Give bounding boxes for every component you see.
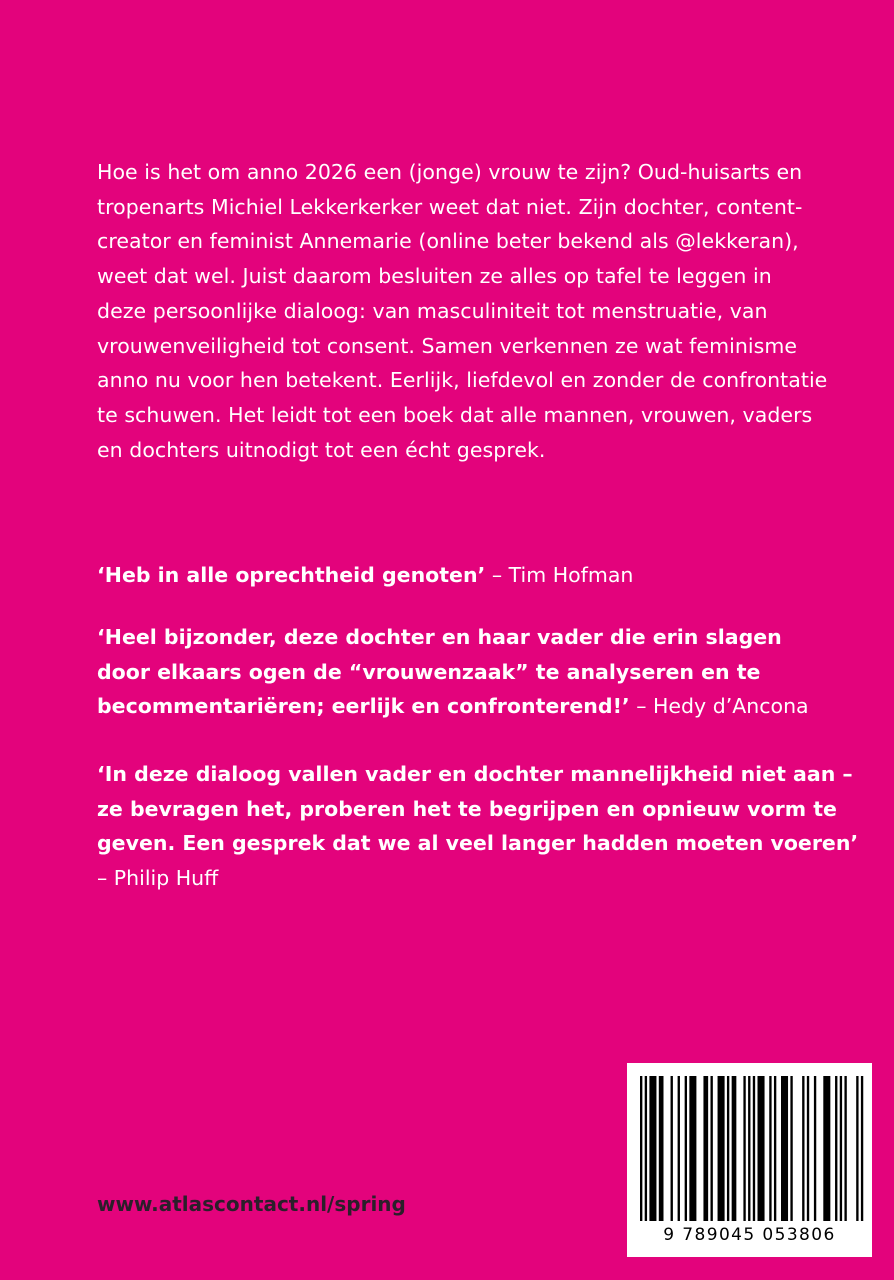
barcode-bar	[678, 1076, 680, 1221]
barcode-bar	[640, 1076, 642, 1221]
quote-text: ‘Heel bijzonder, deze dochter en haar vader die erin slagen	[97, 625, 782, 649]
barcode-bar	[844, 1076, 846, 1221]
quote-attribution: – Philip Huff	[97, 865, 219, 890]
quote-line	[97, 558, 827, 593]
barcode-bar	[774, 1076, 776, 1221]
barcode-bar	[769, 1076, 771, 1221]
review-quote-hedy-dancona	[97, 620, 827, 724]
barcode-bar	[718, 1076, 725, 1221]
blurb-line: Hoe is het om anno 2026 een (jonge) vrouw te zijn? Oud-huisarts en	[97, 160, 803, 184]
barcode-bar	[840, 1076, 842, 1221]
barcode-bar	[711, 1076, 713, 1221]
barcode-bar	[790, 1076, 792, 1221]
barcode-bar	[856, 1076, 858, 1221]
quote-line	[97, 689, 827, 724]
barcode-bar	[689, 1076, 696, 1221]
blurb-line: tropenarts Michiel Lekkerkerker weet dat niet. Zijn dochter, content-	[97, 194, 803, 219]
blurb-line: vrouwenveiligheid tot consent. Samen verkennen ze wat feminisme	[97, 333, 798, 358]
blurb-line: weet dat wel. Juist daarom besluiten ze alles op tafel te leggen in	[97, 264, 772, 289]
quote-text: ze bevragen het, proberen het te begrijpen en opnieuw vorm te	[97, 796, 837, 821]
barcode-bar	[814, 1076, 816, 1221]
isbn-barcode	[627, 1063, 872, 1257]
barcode-bar	[727, 1076, 729, 1221]
review-quote-tim-hofman	[97, 558, 827, 593]
quote-attribution: – Hedy d’Ancona	[636, 694, 809, 718]
barcode-bar	[743, 1076, 745, 1221]
blurb-line: anno nu voor hen betekent. Eerlijk, liefdevol en zonder de confrontatie	[97, 368, 828, 393]
blurb-text	[97, 155, 828, 467]
review-quote-philip-huff	[97, 757, 859, 895]
quote-text: ‘In deze dialoog vallen vader en dochter mannelijkheid niet aan –	[97, 762, 853, 786]
publisher-website: www.atlascontact.nl/spring	[97, 1192, 406, 1216]
quote-text: ‘Heb in alle oprechtheid genoten’	[97, 563, 486, 587]
quote-text: geven. Een gesprek dat we al veel langer hadden moeten voeren’	[97, 831, 859, 855]
barcode-bar	[861, 1076, 863, 1221]
barcode-bar	[802, 1076, 804, 1221]
barcode-bar	[659, 1076, 664, 1221]
blurb-line: te schuwen. Het leidt tot een boek dat alle mannen, vrouwen, vaders	[97, 402, 813, 427]
barcode-bar	[685, 1076, 687, 1221]
blurb-line: en dochters uitnodigt tot een écht gesprek.	[97, 437, 546, 462]
quote-attribution: – Tim Hofman	[491, 563, 634, 587]
quote-text: becommentariëren; eerlijk en confronterend!’	[97, 694, 630, 718]
barcode-bar	[645, 1076, 647, 1221]
barcode-bar	[835, 1076, 837, 1221]
blurb-line: deze persoonlijke dialoog: van masculiniteit tot menstruatie, van	[97, 298, 768, 323]
barcode-bar	[671, 1076, 673, 1221]
barcode-bar	[753, 1076, 755, 1221]
barcode-bars	[627, 1063, 872, 1225]
barcode-bar	[781, 1076, 788, 1221]
blurb-line: creator en feminist Annemarie (online beter bekend als @lekkeran),	[97, 229, 799, 254]
barcode-bar	[649, 1076, 656, 1221]
quote-text: door elkaars ogen de “vrouwenzaak” te analyseren en te	[97, 659, 761, 684]
isbn-number: 9 789045 053806	[663, 1225, 836, 1245]
barcode-bar	[703, 1076, 708, 1221]
barcode-bar	[758, 1076, 765, 1221]
barcode-bar	[823, 1076, 830, 1221]
barcode-bar	[748, 1076, 750, 1221]
barcode-bar	[807, 1076, 809, 1221]
barcode-bar	[732, 1076, 737, 1221]
